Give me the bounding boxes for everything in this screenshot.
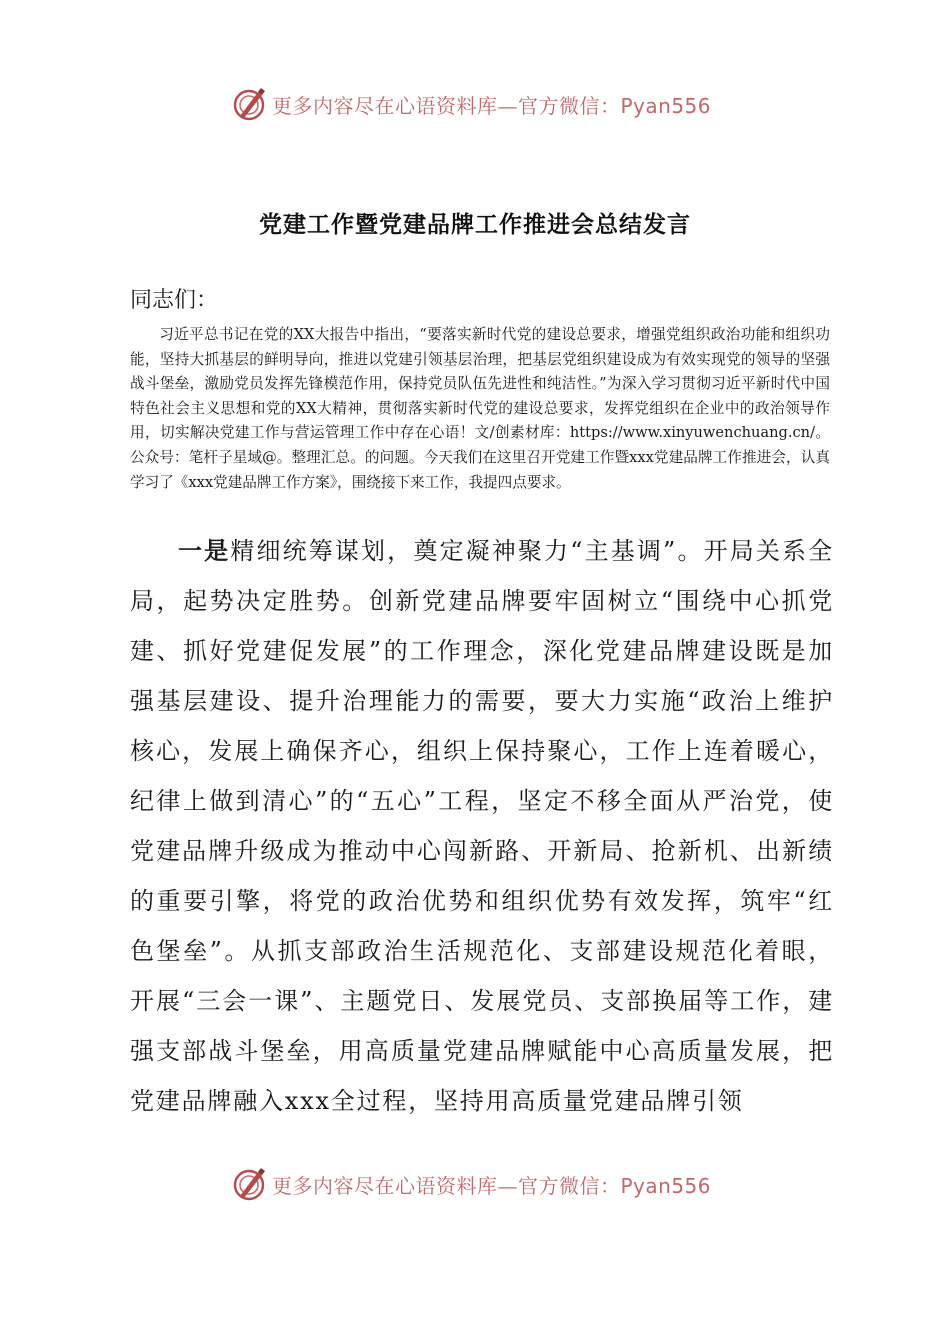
banner-text: 更多内容尽在心语资料库—官方微信：Pyan556 — [272, 1173, 712, 1198]
pen-logo-icon — [232, 1166, 268, 1202]
salutation: 同志们： — [130, 288, 219, 313]
point-one-paragraph — [130, 526, 834, 1126]
footer-banner — [0, 1164, 950, 1204]
pen-logo-icon — [232, 86, 268, 122]
banner-text: 更多内容尽在心语资料库—官方微信：Pyan556 — [272, 93, 712, 118]
point-one-body: 精细统筹谋划，奠定凝神聚力“主基调”。开局关系全局，起势决定胜势。创新党建品牌要牢固树立“围绕中心抓党建、抓好党建促发展”的工作理念，深化党建品牌建设既是加强基层建设、提升治理能力的需要，要大力实施“政治上维护核心，发展上确保齐心，组织上保持聚心，工作上连着暖心，纪律上做到清心”的“五心”工程，坚定不移全面从严治党，使党建品牌升级成为推动中心闯新路、开新局、抢新机、出新绩的重要引擎，将党的政治优势和组织优势有效发挥，筑牢“红色堡垒”。从抓支部政治生活规范化、支部建设规范化着眼，开展“三会一课”、主题党日、发展党员、支部换届等工作，建强支部战斗堡垒，用高质量党建品牌赋能中心高质量发展，把党建品牌融入xxx全过程，坚持用高质量党建品牌引领 — [130, 537, 834, 1115]
header-banner — [0, 84, 950, 124]
point-one-lead: 一是 — [178, 537, 231, 565]
document-title: 党建工作暨党建品牌工作推进会总结发言 — [259, 212, 691, 238]
intro-paragraph: 习近平总书记在党的XX大报告中指出，“要落实新时代党的建设总要求，增强党组织政治功能和组织功能，坚持大抓基层的鲜明导向，推进以党建引领基层治理，把基层党组织建设成为有效实现党的领导的坚强战斗堡垒，激励党员发挥先锋模范作用，保持党员队伍先进性和纯洁性。”为深入学习贯彻习近平新时代中国特色社会主义思想和党的XX大精神，贯彻落实新时代党的建设总要求，发挥党组织在企业中的政治领导作用，切实解决党建工作与营运管理工作中存在心语！文/创素材库：https://www.xinyuwenchuang.cn/。公众号：笔杆子星域@。整理汇总。的问题。今天我们在这里召开党建工作暨xxx党建品牌工作推进会，认真学习了《xxx党建品牌工作方案》，围绕接下来工作，我提四点要求。 — [130, 326, 830, 491]
